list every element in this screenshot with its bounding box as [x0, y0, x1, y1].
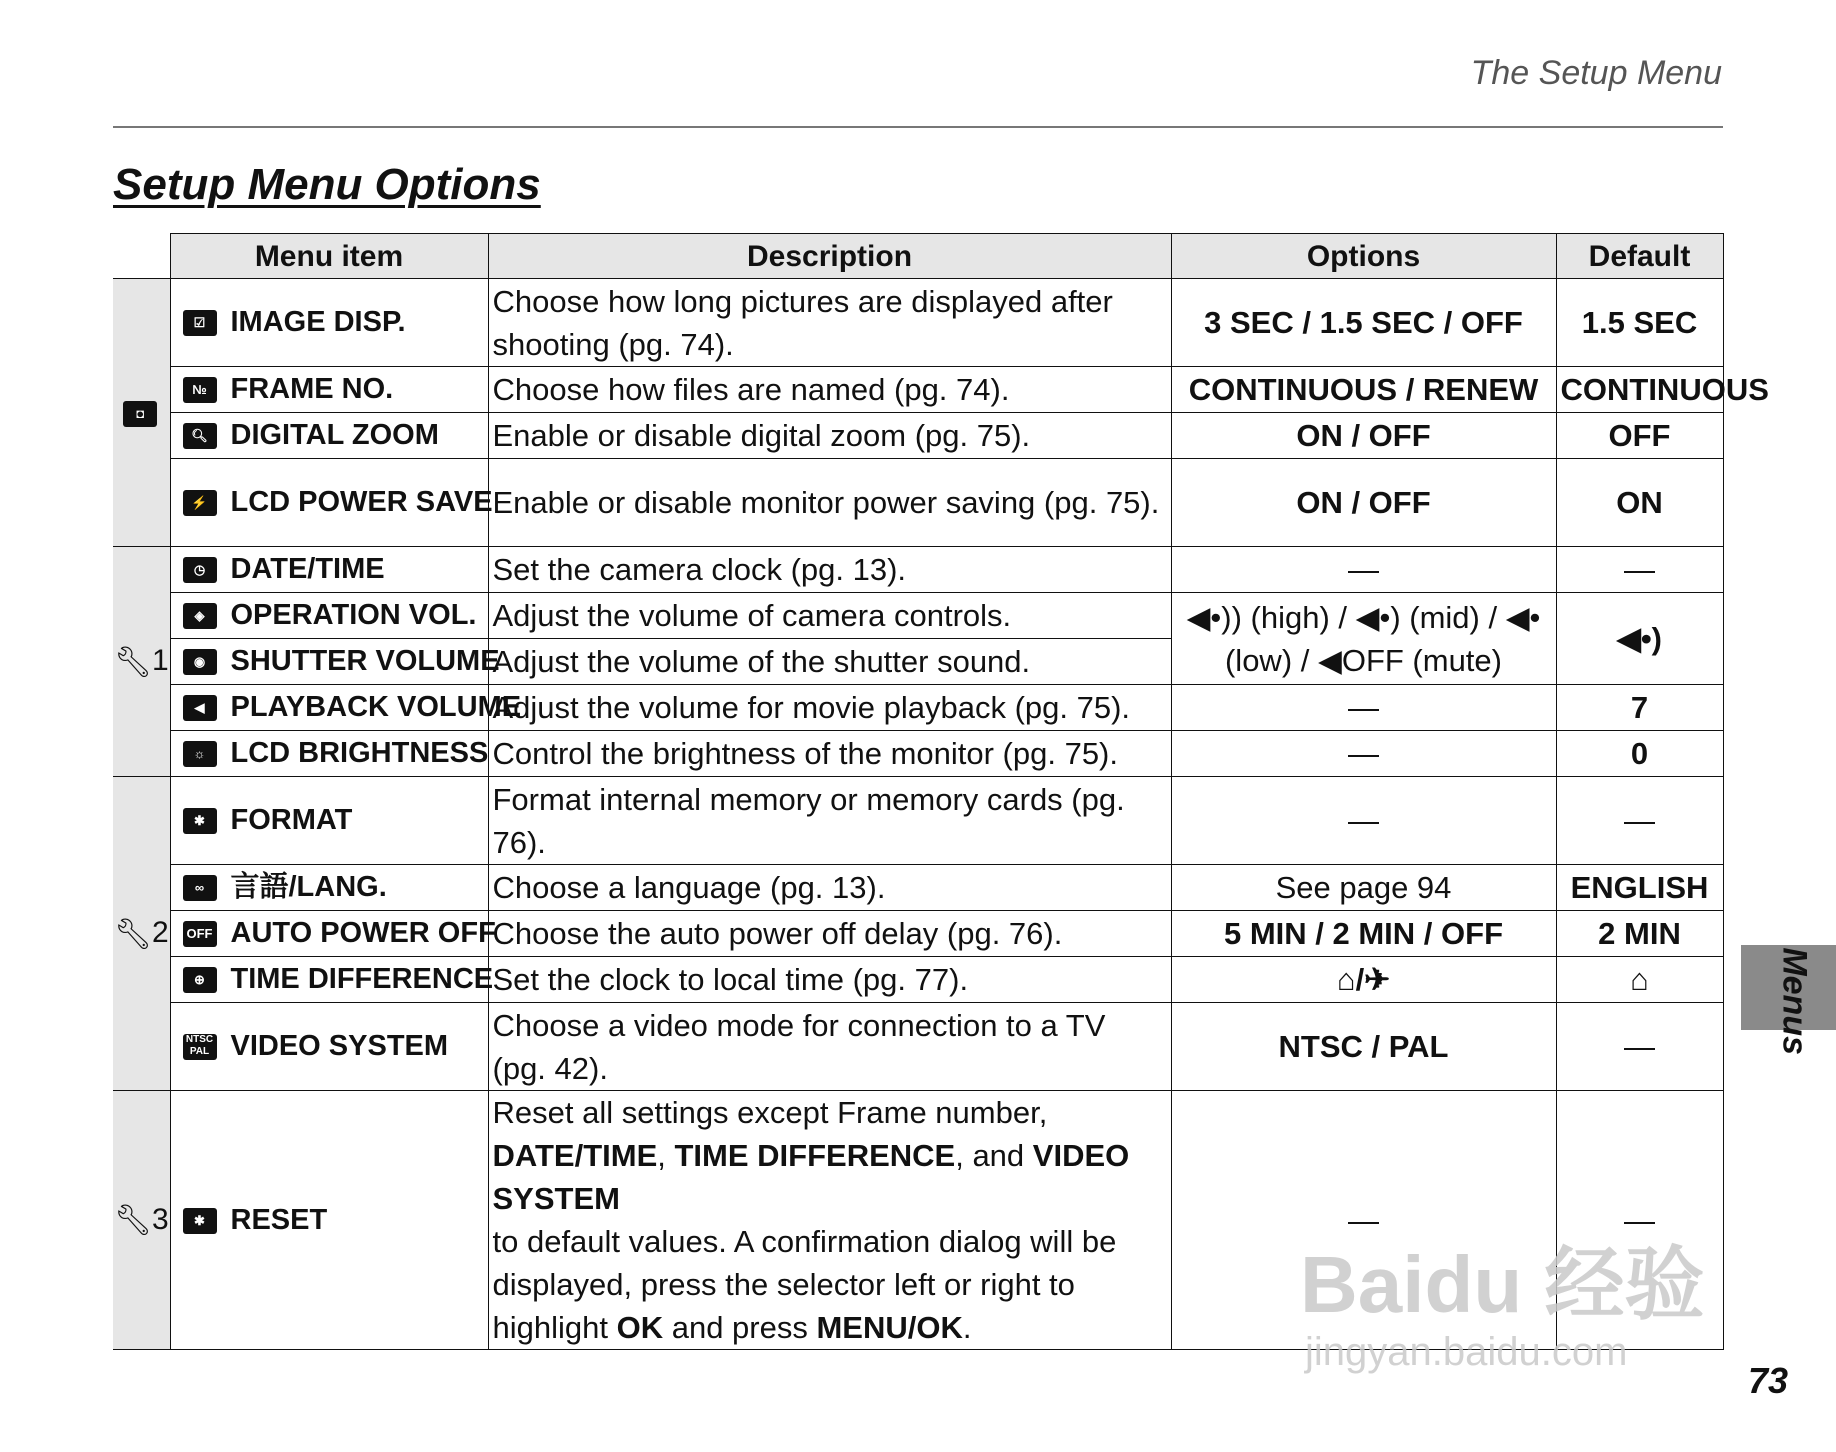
menu-item: ✱ RESET	[170, 1091, 488, 1350]
description: Reset all settings except Frame number, DATE/TIME, TIME DIFFERENCE, and VIDEO SYSTEM to default values. A confirmation dialog will be displayed, press the selector left or right to highlight OK and press MENU/OK.	[488, 1091, 1171, 1350]
wrench-icon: 🔧︎	[113, 1204, 152, 1238]
description: Choose a language (pg. 13).	[488, 865, 1171, 911]
options: NTSC / PAL	[1171, 1003, 1556, 1091]
running-header: The Setup Menu	[1470, 54, 1722, 92]
default: OFF	[1556, 413, 1723, 459]
menu-item: ⊕ TIME DIFFERENCE	[170, 957, 488, 1003]
wrench-icon: 🔧︎	[113, 917, 152, 951]
menu-item: ◈ OPERATION VOL.	[170, 593, 488, 639]
page-number: 73	[1747, 1360, 1788, 1401]
table-row	[113, 547, 1723, 593]
description: Set the camera clock (pg. 13).	[488, 547, 1171, 593]
menu-item: № FRAME NO.	[170, 367, 488, 413]
corner-cell	[113, 234, 170, 279]
table-header-row	[113, 234, 1723, 279]
table-row	[113, 731, 1723, 777]
description: Choose a video mode for connection to a TV (pg. 42).	[488, 1003, 1171, 1091]
zoom-icon: 🔍︎	[183, 423, 217, 449]
default: —	[1556, 1003, 1723, 1091]
default: ⌂	[1556, 957, 1723, 1003]
options: —	[1171, 547, 1556, 593]
section-title: Setup Menu Options	[113, 160, 541, 209]
frame-no-icon: №	[183, 377, 217, 403]
setup-menu-table	[113, 233, 1769, 1350]
table-row	[113, 911, 1723, 957]
language-icon: ∞	[183, 875, 217, 901]
default: —	[1556, 547, 1723, 593]
table-row	[113, 957, 1723, 1003]
options: ON / OFF	[1171, 459, 1556, 547]
description: Enable or disable digital zoom (pg. 75).	[488, 413, 1171, 459]
default: 7	[1556, 685, 1723, 731]
default: 0	[1556, 731, 1723, 777]
operation-vol-icon: ◈	[183, 603, 217, 629]
group-shooting	[113, 279, 170, 547]
group-setup-1: 🔧︎1	[113, 547, 170, 777]
description: Choose the auto power off delay (pg. 76).	[488, 911, 1171, 957]
menu-item: ✱ FORMAT	[170, 777, 488, 865]
description: Choose how files are named (pg. 74).	[488, 367, 1171, 413]
table-row	[113, 593, 1723, 639]
menu-item: NTSC PAL VIDEO SYSTEM	[170, 1003, 488, 1091]
description: Choose how long pictures are displayed after shooting (pg. 74).	[488, 279, 1171, 367]
wrench-icon: 🔧︎	[113, 645, 152, 679]
reset-icon: ✱	[183, 1208, 217, 1234]
description: Adjust the volume of camera controls.	[488, 593, 1171, 639]
menu-item: ◀ PLAYBACK VOLUME	[170, 685, 488, 731]
shutter-volume-icon: ◉	[183, 649, 217, 675]
menu-item: OFF AUTO POWER OFF	[170, 911, 488, 957]
options: 5 MIN / 2 MIN / OFF	[1171, 911, 1556, 957]
default: 1.5 SEC	[1556, 279, 1723, 367]
col-description: Description	[488, 234, 1171, 279]
speaker-icon: ◀	[183, 695, 217, 721]
time-difference-icon: ⊕	[183, 967, 217, 993]
table-row	[113, 367, 1723, 413]
description: Format internal memory or memory cards (pg. 76).	[488, 777, 1171, 865]
default: ◀•)	[1556, 593, 1723, 685]
default: CONTINUOUS	[1556, 367, 1723, 413]
options: —	[1171, 1091, 1556, 1350]
menu-item: ☑ IMAGE DISP.	[170, 279, 488, 367]
description: Adjust the volume for movie playback (pg. 75).	[488, 685, 1171, 731]
header-divider	[113, 126, 1723, 128]
table-row	[113, 413, 1723, 459]
menu-item: ⚡ LCD POWER SAVE	[170, 459, 488, 547]
menu-item: ◷ DATE/TIME	[170, 547, 488, 593]
camera-icon: ◘	[123, 401, 157, 427]
default: —	[1556, 1091, 1723, 1350]
ntsc-pal-icon: NTSC PAL	[183, 1034, 217, 1060]
description: Control the brightness of the monitor (pg. 75).	[488, 731, 1171, 777]
table-row	[113, 777, 1723, 865]
watermark-url: jingyan.baidu.com	[1305, 1330, 1628, 1374]
options: ON / OFF	[1171, 413, 1556, 459]
default: 2 MIN	[1556, 911, 1723, 957]
col-options: Options	[1171, 234, 1556, 279]
options: ◀•)) (high) / ◀•) (mid) / ◀• (low) / ◀OFF (mute)	[1171, 593, 1556, 685]
menu-item: ∞ 言語/LANG.	[170, 865, 488, 911]
brightness-icon: ☼	[183, 741, 217, 767]
options: 3 SEC / 1.5 SEC / OFF	[1171, 279, 1556, 367]
options: —	[1171, 685, 1556, 731]
group-setup-3: 🔧︎3	[113, 1091, 170, 1350]
options: CONTINUOUS / RENEW	[1171, 367, 1556, 413]
description: Enable or disable monitor power saving (pg. 75).	[488, 459, 1171, 547]
auto-power-off-icon: OFF	[183, 921, 217, 947]
options: See page 94	[1171, 865, 1556, 911]
col-default: Default	[1556, 234, 1723, 279]
table-row	[113, 279, 1723, 367]
menu-item: ☼ LCD BRIGHTNESS	[170, 731, 488, 777]
default: ON	[1556, 459, 1723, 547]
clock-icon: ◷	[183, 557, 217, 583]
format-icon: ✱	[183, 808, 217, 834]
description: Set the clock to local time (pg. 77).	[488, 957, 1171, 1003]
group-setup-2: 🔧︎2	[113, 777, 170, 1091]
description: Adjust the volume of the shutter sound.	[488, 639, 1171, 685]
table-row	[113, 685, 1723, 731]
table-row	[113, 1003, 1723, 1091]
table-row	[113, 865, 1723, 911]
chapter-tab-label: Menus	[1776, 947, 1814, 1055]
default: —	[1556, 777, 1723, 865]
menu-item: ◉ SHUTTER VOLUME	[170, 639, 488, 685]
col-menu-item: Menu item	[170, 234, 488, 279]
default: ENGLISH	[1556, 865, 1723, 911]
options: ⌂/✈	[1171, 957, 1556, 1003]
options: —	[1171, 731, 1556, 777]
options: —	[1171, 777, 1556, 865]
watermark: Baidu 经验	[1300, 1240, 1705, 1329]
table-row	[113, 459, 1723, 547]
lcd-power-save-icon: ⚡	[183, 490, 217, 516]
image-disp-icon: ☑	[183, 310, 217, 336]
menu-item: 🔍︎ DIGITAL ZOOM	[170, 413, 488, 459]
